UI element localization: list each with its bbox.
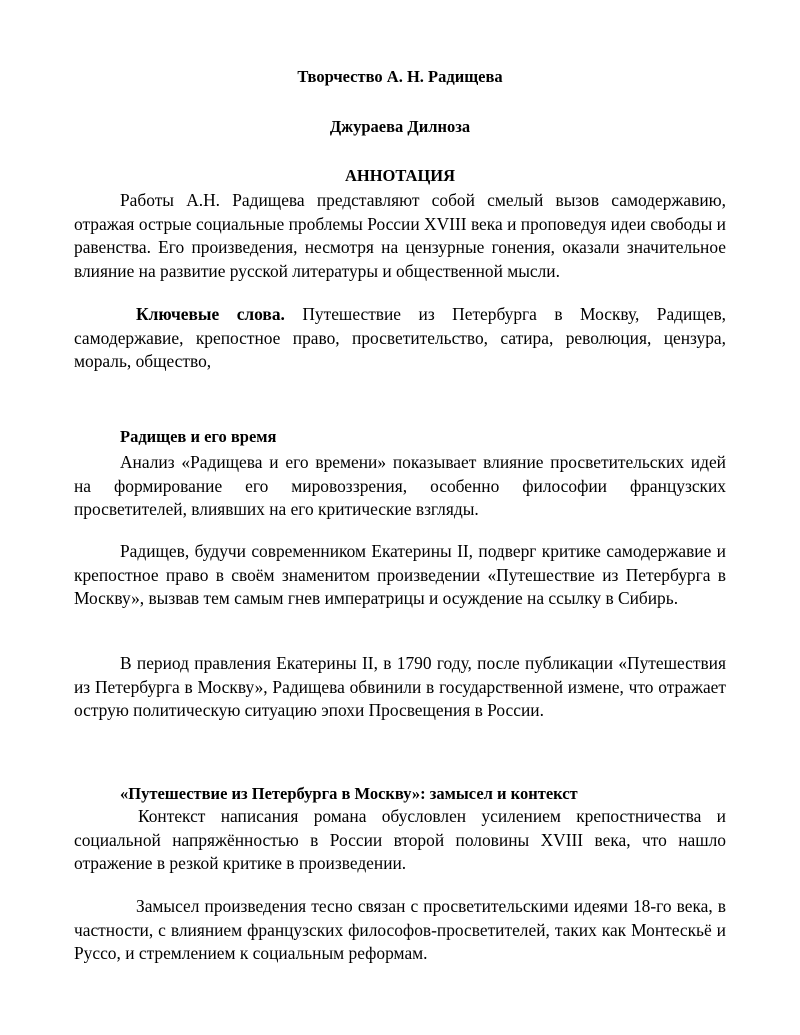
section1-paragraph: В период правления Екатерины II, в 1790 году, после публикации «Путешествия из Петербурга в Москву», Радищева обвинили в государственной измене, что отражает острую политическую ситуацию эпохи Просвещения в России. (74, 653, 726, 720)
annotation-heading: АННОТАЦИЯ (344, 166, 456, 185)
section1-paragraph: Анализ «Радищева и его времени» показывает влияние просветительских идей на формирование его мировоззрения, особенно философии французских просветителей, влиявших на его критические взгляды. (74, 452, 726, 519)
section1-paragraph: Радищев, будучи современником Екатерины II, подверг критике самодержавие и крепостное право в своём знаменитом произведении «Путешествие из Петербурга в Москву», вызвав тем самым гнев императрицы и осуждение на ссылку в Сибирь. (74, 541, 726, 608)
section2-paragraph: Замысел произведения тесно связан с просветительскими идеями 18-го века, в частности, с влиянием французских философов-просветителей, таких как Монтескьё и Руссо, и стремлением к социальным реформам. (74, 896, 726, 963)
annotation-paragraph: Работы А.Н. Радищева представляют собой смелый вызов самодержавию, отражая острые социальные проблемы России XVIII века и проповедуя идеи свободы и равенства. Его произведения, несмотря на цензурные гонения, оказали значительное влияние на развитие русской литературы и общественной мысли. (74, 190, 726, 281)
keywords-paragraph (74, 303, 726, 374)
document-author: Джураева Дилноза (329, 117, 471, 136)
section2-paragraph: Контекст написания романа обусловлен усилением крепостничества и социальной напряжённостью в России второй половины XVIII века, что нашло отражение в резкой критике в произведении. (74, 806, 726, 873)
section-heading-radishchev-time: Радищев и его время (120, 427, 277, 446)
document-title: Творчество А. Н. Радищева (297, 67, 503, 86)
keywords-text: Путешествие из Петербурга в Москву, Радищев, самодержавие, крепостное право, просветительство, сатира, революция, цензура, мораль, общество, (74, 304, 727, 371)
section-heading-journey-context: «Путешествие из Петербурга в Москву»: замысел и контекст (120, 784, 578, 803)
keywords-label: Ключевые слова. (136, 304, 285, 324)
